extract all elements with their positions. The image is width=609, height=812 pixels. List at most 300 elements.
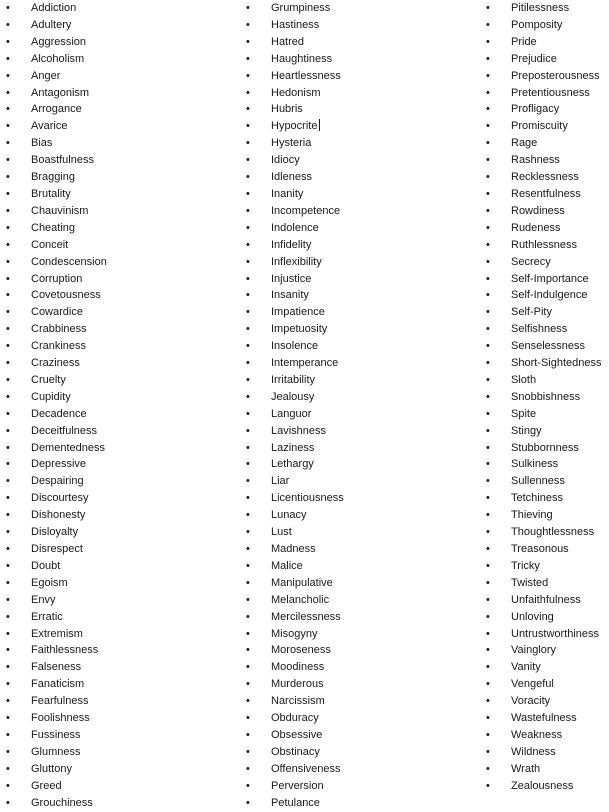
list-item-text: Rowdiness [511, 204, 565, 217]
bullet-icon: • [246, 610, 250, 623]
list-item-text: Heartlessness [271, 69, 341, 82]
list-item-text: Promiscuity [511, 120, 568, 133]
list-item-text: Manipulative [271, 576, 333, 589]
list-item [6, 541, 241, 558]
bullet-icon: • [486, 458, 490, 471]
bullet-icon: • [486, 593, 490, 606]
bullet-icon: • [246, 475, 250, 488]
list-item [6, 118, 241, 135]
list-item [246, 34, 481, 51]
list-item-text: Treasonous [511, 543, 569, 555]
bullet-icon: • [246, 576, 250, 589]
list-item-text: Spite [511, 407, 537, 420]
list-item [486, 575, 609, 592]
bullet-icon: • [6, 543, 10, 555]
list-item-text: Arrogance [31, 103, 82, 116]
bullet-icon: • [246, 728, 250, 741]
list-item-text: Aggression [31, 35, 87, 48]
list-item-text: Chauvinism [31, 204, 89, 217]
list-item-text: Ruthlessness [511, 238, 578, 251]
bullet-icon: • [6, 441, 10, 454]
bullet-icon: • [246, 137, 250, 150]
bullet-icon: • [486, 289, 490, 302]
list-item [246, 609, 481, 626]
list-item [246, 406, 481, 423]
list-item [6, 490, 241, 507]
list-item [486, 626, 609, 643]
list-item [246, 744, 481, 761]
list-item-text: Hubris [271, 103, 303, 116]
bullet-icon: • [486, 238, 490, 251]
list-item-text: Self-Importance [511, 272, 589, 285]
list-item-text: Prejudice [511, 52, 557, 65]
list-item-text: Glumness [31, 745, 81, 758]
list-item [246, 203, 481, 220]
list-item [6, 271, 241, 288]
bullet-icon: • [246, 695, 250, 708]
bullet-icon: • [486, 559, 490, 572]
list-item-text: Rage [511, 137, 538, 150]
list-item-text: Doubt [31, 559, 61, 572]
list-item-text: Recklessness [511, 171, 579, 184]
word-column-1 [6, 0, 241, 812]
list-item-text: Madness [271, 543, 316, 555]
bullet-icon: • [486, 745, 490, 758]
bullet-icon: • [486, 779, 490, 792]
list-item [6, 203, 241, 220]
list-item [6, 642, 241, 659]
list-item [486, 372, 609, 389]
list-item [6, 237, 241, 254]
bullet-icon: • [246, 289, 250, 302]
bullet-icon: • [6, 154, 10, 167]
list-item [246, 423, 481, 440]
list-item-text: Bias [31, 137, 53, 150]
list-item-text: Malice [271, 559, 303, 572]
list-item [246, 389, 481, 406]
list-item [246, 169, 481, 186]
bullet-icon: • [6, 678, 10, 691]
bullet-icon: • [486, 661, 490, 674]
bullet-icon: • [6, 407, 10, 420]
bullet-icon: • [6, 323, 10, 336]
list-item-text: Obduracy [271, 712, 319, 725]
bullet-icon: • [246, 678, 250, 691]
list-item [486, 271, 609, 288]
list-item-text: Hatred [271, 35, 305, 48]
list-item-text: Stingy [511, 424, 542, 437]
list-item [486, 17, 609, 34]
bullet-icon: • [246, 712, 250, 725]
list-item [6, 304, 241, 321]
list-item-text: Impetuosity [271, 323, 328, 336]
list-item [486, 727, 609, 744]
list-item-text: Liar [271, 475, 290, 488]
list-item-text: Misogyny [271, 627, 318, 640]
list-item-text: Moroseness [271, 644, 331, 657]
list-item [486, 68, 609, 85]
bullet-icon: • [6, 796, 10, 809]
list-item [246, 321, 481, 338]
list-item [486, 237, 609, 254]
word-column-2 [246, 0, 481, 812]
bullet-icon: • [6, 458, 10, 471]
list-item [486, 254, 609, 271]
list-item [246, 85, 481, 102]
list-item [486, 338, 609, 355]
list-item [246, 17, 481, 34]
list-item-text: Sullenness [511, 475, 565, 488]
bullet-icon: • [486, 69, 490, 82]
list-item-text: Sloth [511, 373, 537, 386]
list-item [6, 51, 241, 68]
list-item [486, 507, 609, 524]
list-item-text: Irritability [271, 373, 316, 386]
list-item-text: Insolence [271, 340, 319, 353]
bullet-icon: • [486, 441, 490, 454]
bullet-icon: • [486, 103, 490, 116]
list-item [6, 17, 241, 34]
bullet-icon: • [486, 323, 490, 336]
list-item [6, 659, 241, 676]
bullet-icon: • [486, 526, 490, 539]
list-item [486, 51, 609, 68]
list-item-text: Inflexibility [271, 255, 322, 268]
bullet-icon: • [246, 390, 250, 403]
list-item-text: Grumpiness [271, 2, 331, 14]
list-item-text: Weakness [511, 728, 563, 741]
bullet-icon: • [486, 610, 490, 623]
word-column-3 [486, 0, 609, 795]
bullet-icon: • [486, 255, 490, 268]
bullet-icon: • [486, 407, 490, 420]
list-item-text: Fearfulness [31, 695, 89, 708]
list-item [486, 710, 609, 727]
list-item-text: Pitilessness [511, 2, 570, 14]
bullet-icon: • [6, 509, 10, 522]
list-item [246, 338, 481, 355]
bullet-icon: • [246, 69, 250, 82]
bullet-icon: • [6, 86, 10, 99]
list-item [486, 85, 609, 102]
bullet-icon: • [6, 779, 10, 792]
list-item [486, 693, 609, 710]
bullet-icon: • [6, 69, 10, 82]
list-item [246, 355, 481, 372]
list-item [246, 101, 481, 118]
list-item-text: Craziness [31, 357, 80, 370]
list-item [486, 778, 609, 795]
list-item-text: Wastefulness [511, 712, 577, 725]
list-item-text: Impatience [271, 306, 325, 319]
list-item-text: Jealousy [271, 390, 315, 403]
list-item-text: Inanity [271, 187, 304, 200]
list-item [6, 727, 241, 744]
list-item [246, 795, 481, 812]
bullet-icon: • [486, 728, 490, 741]
list-item [246, 490, 481, 507]
bullet-icon: • [486, 2, 490, 14]
list-item [486, 406, 609, 423]
list-item [486, 440, 609, 457]
bullet-icon: • [486, 509, 490, 522]
list-item [246, 237, 481, 254]
bullet-icon: • [486, 695, 490, 708]
list-item [6, 507, 241, 524]
bullet-icon: • [486, 475, 490, 488]
list-item-text: Untrustworthiness [511, 627, 600, 640]
list-item-text: Greed [31, 779, 62, 792]
bullet-icon: • [6, 373, 10, 386]
bullet-icon: • [6, 357, 10, 370]
bullet-icon: • [486, 576, 490, 589]
list-item-text: Boastfulness [31, 154, 94, 167]
list-item-text: Incompetence [271, 204, 341, 217]
list-item [246, 710, 481, 727]
list-item-text: Twisted [511, 576, 549, 589]
bullet-icon: • [246, 255, 250, 268]
list-item-text: Rudeness [511, 221, 561, 234]
list-item-text: Dementedness [31, 441, 105, 454]
bullet-icon: • [6, 712, 10, 725]
bullet-icon: • [246, 543, 250, 555]
list-item-text: Lust [271, 526, 292, 539]
bullet-icon: • [486, 678, 490, 691]
list-item-text: Cupidity [31, 390, 71, 403]
list-item [6, 152, 241, 169]
list-item-text: Crabbiness [31, 323, 87, 336]
bullet-icon: • [6, 255, 10, 268]
list-item-text: Discourtesy [31, 492, 89, 505]
list-item-text: Hypocrite [271, 118, 320, 135]
list-item-text: Decadence [31, 407, 87, 420]
bullet-icon: • [6, 35, 10, 48]
list-item [486, 423, 609, 440]
list-item [486, 456, 609, 473]
list-item [486, 355, 609, 372]
bullet-icon: • [486, 187, 490, 200]
list-item [6, 169, 241, 186]
bullet-icon: • [6, 289, 10, 302]
list-item-text: Self-Indulgence [511, 289, 588, 302]
list-item-text: Unloving [511, 610, 554, 623]
list-item-text: Intemperance [271, 357, 339, 370]
list-item [6, 321, 241, 338]
bullet-icon: • [6, 593, 10, 606]
list-item [6, 135, 241, 152]
bullet-icon: • [486, 137, 490, 150]
list-item-text: Resentfulness [511, 187, 581, 200]
bullet-icon: • [6, 340, 10, 353]
list-item-text: Disrespect [31, 543, 83, 555]
bullet-icon: • [486, 712, 490, 725]
list-item [246, 372, 481, 389]
list-item [246, 220, 481, 237]
bullet-icon: • [6, 526, 10, 539]
list-item [6, 440, 241, 457]
bullet-icon: • [246, 221, 250, 234]
list-item [6, 693, 241, 710]
list-item-text: Thieving [511, 509, 553, 522]
list-item-text: Pride [511, 35, 537, 48]
list-item [486, 321, 609, 338]
bullet-icon: • [6, 187, 10, 200]
list-item-text: Licentiousness [271, 492, 344, 505]
list-item [486, 34, 609, 51]
list-item-text: Faithlessness [31, 644, 99, 657]
list-item-text: Voracity [511, 695, 551, 708]
bullet-icon: • [6, 272, 10, 285]
bullet-icon: • [246, 154, 250, 167]
list-item-text: Erratic [31, 610, 63, 623]
bullet-icon: • [246, 644, 250, 657]
list-item [486, 541, 609, 558]
list-item [246, 761, 481, 778]
bullet-icon: • [6, 103, 10, 116]
list-item-text: Dishonesty [31, 509, 86, 522]
list-item [246, 524, 481, 541]
bullet-icon: • [6, 137, 10, 150]
bullet-icon: • [246, 18, 250, 31]
list-item [486, 389, 609, 406]
list-item-text: Infidelity [271, 238, 312, 251]
list-item-text: Perversion [271, 779, 324, 792]
bullet-icon: • [246, 306, 250, 319]
bullet-icon: • [246, 357, 250, 370]
bullet-icon: • [246, 340, 250, 353]
list-item [246, 642, 481, 659]
bullet-icon: • [246, 204, 250, 217]
list-item-text: Lavishness [271, 424, 327, 437]
list-item-text: Lethargy [271, 458, 314, 471]
list-item [6, 389, 241, 406]
list-item-text: Envy [31, 593, 56, 606]
list-item [6, 609, 241, 626]
list-item [6, 338, 241, 355]
list-item [246, 778, 481, 795]
list-item [246, 727, 481, 744]
list-item [486, 186, 609, 203]
bullet-icon: • [246, 745, 250, 758]
list-item-text: Depressive [31, 458, 87, 471]
list-item [246, 0, 481, 17]
bullet-icon: • [6, 695, 10, 708]
list-item-text: Vanity [511, 661, 541, 674]
bullet-icon: • [6, 559, 10, 572]
list-item [6, 0, 241, 17]
list-item [6, 287, 241, 304]
list-item-text: Wrath [511, 762, 541, 775]
bullet-icon: • [246, 593, 250, 606]
bullet-icon: • [246, 762, 250, 775]
list-item-text: Condescension [31, 255, 107, 268]
bullet-icon: • [6, 576, 10, 589]
bullet-icon: • [246, 424, 250, 437]
list-item-text: Sulkiness [511, 458, 559, 471]
list-item [6, 372, 241, 389]
list-item-text: Extremism [31, 627, 83, 640]
list-item-text: Obsessive [271, 728, 323, 741]
list-item [246, 676, 481, 693]
bullet-icon: • [6, 661, 10, 674]
list-item-text: Mercilessness [271, 610, 341, 623]
list-item [486, 169, 609, 186]
list-item [486, 592, 609, 609]
list-item [486, 0, 609, 17]
list-item [6, 710, 241, 727]
list-item [486, 152, 609, 169]
bullet-icon: • [6, 18, 10, 31]
list-item-text: Injustice [271, 272, 312, 285]
list-item [246, 659, 481, 676]
list-item-text: Foolishness [31, 712, 90, 725]
list-item-text: Languor [271, 407, 312, 420]
bullet-icon: • [246, 779, 250, 792]
list-item-text: Anger [31, 69, 61, 82]
list-item-text: Preposterousness [511, 69, 600, 82]
list-item-text: Hysteria [271, 137, 312, 150]
list-item [486, 135, 609, 152]
list-item [246, 304, 481, 321]
list-item-text: Short-Sightedness [511, 357, 602, 370]
list-item-text: Deceitfulness [31, 424, 98, 437]
list-item-text: Offensiveness [271, 762, 341, 775]
list-item [6, 761, 241, 778]
list-item [486, 118, 609, 135]
list-item [6, 778, 241, 795]
list-item-text: Senselessness [511, 340, 585, 353]
bullet-icon: • [246, 661, 250, 674]
bullet-icon: • [6, 728, 10, 741]
list-item [6, 220, 241, 237]
bullet-icon: • [6, 627, 10, 640]
list-item-text: Selfishness [511, 323, 568, 336]
bullet-icon: • [6, 221, 10, 234]
bullet-icon: • [6, 610, 10, 623]
list-item-text: Idiocy [271, 154, 300, 167]
bullet-icon: • [6, 52, 10, 65]
bullet-icon: • [486, 340, 490, 353]
list-item [6, 473, 241, 490]
list-item-text: Snobbishness [511, 390, 581, 403]
list-item [486, 287, 609, 304]
bullet-icon: • [246, 52, 250, 65]
list-item [246, 254, 481, 271]
list-item [486, 609, 609, 626]
list-item-text: Addiction [31, 2, 77, 14]
bullet-icon: • [486, 86, 490, 99]
bullet-icon: • [6, 171, 10, 184]
bullet-icon: • [246, 187, 250, 200]
list-item [6, 406, 241, 423]
list-item-text: Haughtiness [271, 52, 333, 65]
list-item-text: Idleness [271, 171, 312, 184]
bullet-icon: • [6, 424, 10, 437]
list-item-text: Adultery [31, 18, 72, 31]
bullet-icon: • [486, 272, 490, 285]
list-item [6, 524, 241, 541]
bullet-icon: • [486, 390, 490, 403]
list-item-text: Brutality [31, 187, 71, 200]
list-item [486, 676, 609, 693]
bullet-icon: • [246, 272, 250, 285]
list-item [246, 558, 481, 575]
list-item [486, 304, 609, 321]
bullet-icon: • [486, 18, 490, 31]
list-item-text: Egoism [31, 576, 68, 589]
bullet-icon: • [246, 2, 250, 14]
bullet-icon: • [6, 762, 10, 775]
